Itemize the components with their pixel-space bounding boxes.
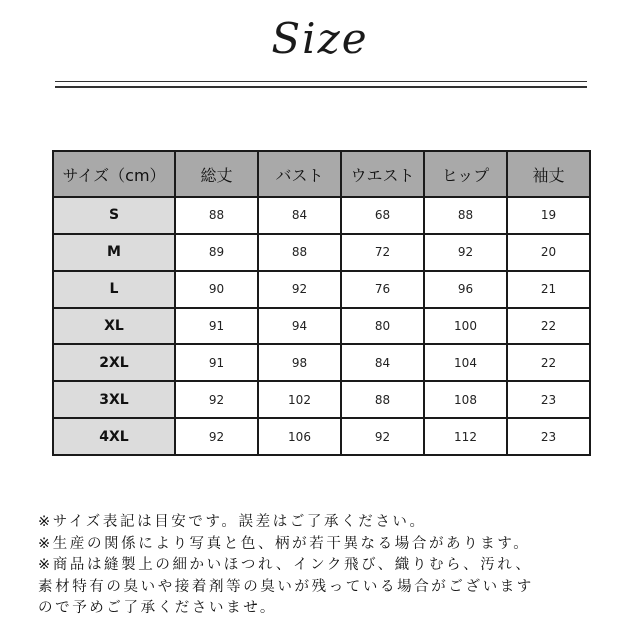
sleeve-length-cell: 22 xyxy=(507,344,590,381)
table-header-row xyxy=(53,151,590,197)
table-row xyxy=(53,234,590,271)
size-label: M xyxy=(53,234,175,271)
size-label: 3XL xyxy=(53,381,175,418)
header-total-length: 総丈 xyxy=(175,151,258,197)
header-bust: バスト xyxy=(258,151,341,197)
note-line: ※商品は縫製上の細かいほつれ、インク飛び、織りむら、汚れ、 xyxy=(38,557,533,573)
note-line: ※生産の関係により写真と色、柄が若干異なる場合があります。 xyxy=(38,535,531,552)
header-waist: ウエスト xyxy=(341,151,424,197)
notes-section xyxy=(38,512,628,620)
size-label: 4XL xyxy=(53,418,175,455)
hip-cell: 108 xyxy=(424,381,507,418)
header-hip: ヒップ xyxy=(424,151,507,197)
page-title: Size xyxy=(271,14,369,63)
header-size-unit: サイズ（cm） xyxy=(53,151,175,197)
table-row xyxy=(53,381,590,418)
hip-cell: 112 xyxy=(424,418,507,455)
bust-cell: 106 xyxy=(258,418,341,455)
bust-cell: 92 xyxy=(258,271,341,308)
size-table xyxy=(52,150,591,456)
bust-cell: 88 xyxy=(258,234,341,271)
size-label: L xyxy=(53,271,175,308)
sleeve-length-cell: 23 xyxy=(507,381,590,418)
hip-cell: 88 xyxy=(424,197,507,234)
hip-cell: 104 xyxy=(424,344,507,381)
table-row xyxy=(53,344,590,381)
size-label: 2XL xyxy=(53,344,175,381)
note-line: 素材特有の臭いや接着剤等の臭いが残っている場合がございます xyxy=(38,578,534,595)
waist-cell: 72 xyxy=(341,234,424,271)
table-row xyxy=(53,197,590,234)
table-row xyxy=(53,308,590,345)
note-line: ※サイズ表記は目安です。誤差はご了承ください。 xyxy=(38,514,427,530)
bust-cell: 102 xyxy=(258,381,341,418)
total-length-cell: 90 xyxy=(175,271,258,308)
hip-cell: 96 xyxy=(424,271,507,308)
waist-cell: 76 xyxy=(341,271,424,308)
size-label: S xyxy=(53,197,175,234)
table-row xyxy=(53,271,590,308)
sleeve-length-cell: 23 xyxy=(507,418,590,455)
bust-cell: 84 xyxy=(258,197,341,234)
waist-cell: 92 xyxy=(341,418,424,455)
sleeve-length-cell: 20 xyxy=(507,234,590,271)
sleeve-length-cell: 21 xyxy=(507,271,590,308)
waist-cell: 80 xyxy=(341,308,424,345)
waist-cell: 68 xyxy=(341,197,424,234)
table-row xyxy=(53,418,590,455)
total-length-cell: 89 xyxy=(175,234,258,271)
bust-cell: 98 xyxy=(258,344,341,381)
sleeve-length-cell: 22 xyxy=(507,308,590,345)
total-length-cell: 92 xyxy=(175,418,258,455)
total-length-cell: 92 xyxy=(175,381,258,418)
waist-cell: 88 xyxy=(341,381,424,418)
total-length-cell: 88 xyxy=(175,197,258,234)
bust-cell: 94 xyxy=(258,308,341,345)
note-line: ので予めご了承くださいませ。 xyxy=(38,600,277,616)
waist-cell: 84 xyxy=(341,344,424,381)
size-label: XL xyxy=(53,308,175,345)
header-sleeve-length: 袖丈 xyxy=(507,151,590,197)
title-divider-top xyxy=(55,81,587,82)
title-divider-bottom xyxy=(55,86,587,88)
total-length-cell: 91 xyxy=(175,344,258,381)
total-length-cell: 91 xyxy=(175,308,258,345)
sleeve-length-cell: 19 xyxy=(507,197,590,234)
hip-cell: 100 xyxy=(424,308,507,345)
hip-cell: 92 xyxy=(424,234,507,271)
